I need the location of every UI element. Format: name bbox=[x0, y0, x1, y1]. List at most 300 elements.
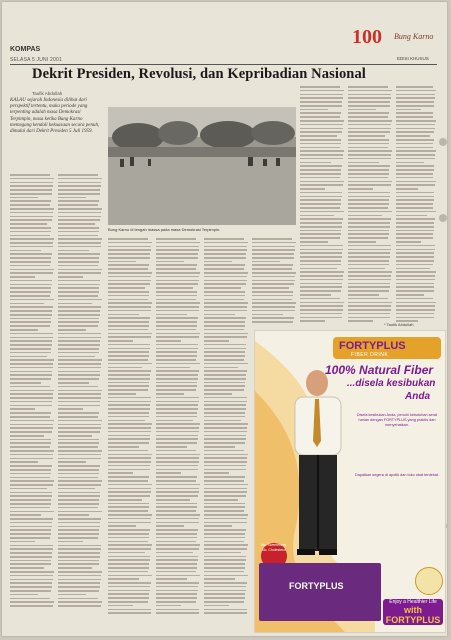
text-line bbox=[396, 184, 435, 186]
text-line bbox=[156, 552, 193, 554]
text-line bbox=[396, 139, 434, 141]
text-line bbox=[396, 222, 434, 224]
text-line bbox=[204, 506, 245, 508]
text-line bbox=[204, 310, 247, 312]
text-line bbox=[10, 363, 53, 365]
text-line bbox=[58, 518, 101, 520]
text-line bbox=[58, 348, 99, 350]
text-line bbox=[108, 605, 133, 607]
brand-logo bbox=[333, 337, 441, 359]
text-line bbox=[348, 320, 373, 322]
text-line bbox=[300, 158, 343, 160]
text-line bbox=[58, 469, 99, 471]
text-line bbox=[156, 597, 197, 599]
text-line bbox=[58, 431, 100, 433]
text-line bbox=[252, 306, 295, 308]
text-line bbox=[156, 351, 197, 353]
text-line bbox=[58, 261, 99, 263]
text-line bbox=[10, 526, 52, 528]
text-line bbox=[108, 571, 148, 573]
text-line bbox=[396, 215, 427, 217]
text-line bbox=[156, 295, 197, 297]
text-line bbox=[108, 408, 150, 410]
text-line bbox=[204, 529, 246, 531]
text-line bbox=[348, 196, 390, 198]
text-line bbox=[204, 593, 245, 595]
text-line bbox=[10, 427, 53, 429]
text-line bbox=[108, 333, 152, 335]
text-line bbox=[396, 147, 433, 149]
text-line bbox=[10, 469, 51, 471]
text-line bbox=[156, 317, 198, 319]
text-line bbox=[300, 196, 342, 198]
text-line bbox=[204, 495, 246, 497]
text-line bbox=[252, 317, 294, 319]
text-line bbox=[156, 491, 199, 493]
text-line bbox=[204, 514, 248, 516]
text-line bbox=[396, 162, 424, 164]
text-line bbox=[204, 295, 245, 297]
text-line bbox=[156, 291, 197, 293]
text-line bbox=[156, 472, 181, 474]
text-line bbox=[10, 435, 44, 437]
text-line bbox=[156, 427, 199, 429]
text-line bbox=[300, 256, 342, 258]
text-line bbox=[10, 582, 52, 584]
text-line bbox=[348, 154, 391, 156]
text-line bbox=[10, 189, 52, 191]
text-line bbox=[108, 506, 149, 508]
text-line bbox=[10, 291, 51, 293]
text-line bbox=[156, 401, 199, 403]
text-line bbox=[58, 416, 98, 418]
text-line bbox=[156, 461, 199, 463]
text-line bbox=[58, 212, 101, 214]
text-line bbox=[348, 94, 391, 96]
text-line bbox=[204, 359, 244, 361]
text-line bbox=[108, 522, 151, 524]
issue-date: SELASA 5 JUNI 2001 bbox=[10, 57, 62, 63]
text-line bbox=[108, 382, 149, 384]
text-line bbox=[58, 272, 101, 274]
text-line bbox=[156, 261, 184, 263]
text-line bbox=[108, 253, 150, 255]
text-line bbox=[108, 378, 150, 380]
text-line bbox=[108, 495, 150, 497]
text-line bbox=[58, 594, 86, 596]
text-line bbox=[348, 173, 389, 175]
text-line bbox=[10, 560, 51, 562]
text-line bbox=[10, 197, 38, 199]
text-line bbox=[204, 465, 246, 467]
text-line bbox=[204, 264, 245, 266]
text-line bbox=[300, 237, 340, 239]
text-line bbox=[204, 450, 244, 452]
text-line bbox=[204, 457, 247, 459]
text-line bbox=[156, 454, 200, 456]
text-line bbox=[348, 124, 391, 126]
text-line bbox=[204, 416, 245, 418]
text-line bbox=[58, 458, 101, 460]
text-line bbox=[300, 143, 341, 145]
text-line bbox=[108, 465, 150, 467]
text-line bbox=[252, 264, 293, 266]
text-line bbox=[300, 203, 341, 205]
article-photo bbox=[108, 107, 296, 225]
text-line bbox=[204, 249, 247, 251]
text-line bbox=[252, 257, 294, 259]
text-line bbox=[108, 351, 149, 353]
text-line bbox=[108, 393, 136, 395]
text-line bbox=[108, 438, 150, 440]
text-line bbox=[108, 446, 139, 448]
text-line bbox=[300, 109, 328, 111]
text-line bbox=[108, 340, 133, 342]
text-line bbox=[348, 298, 388, 300]
text-column bbox=[300, 86, 344, 324]
text-line bbox=[348, 249, 391, 251]
text-line bbox=[300, 131, 342, 133]
text-line bbox=[10, 594, 38, 596]
text-line bbox=[156, 340, 181, 342]
text-line bbox=[58, 374, 100, 376]
text-line bbox=[156, 495, 198, 497]
text-line bbox=[58, 446, 98, 448]
text-line bbox=[204, 522, 247, 524]
text-line bbox=[58, 552, 100, 554]
text-line bbox=[108, 355, 149, 357]
text-line bbox=[108, 264, 149, 266]
text-line bbox=[204, 586, 246, 588]
text-line bbox=[10, 253, 52, 255]
text-line bbox=[10, 545, 53, 547]
text-line bbox=[252, 253, 294, 255]
text-line bbox=[108, 276, 151, 278]
text-line bbox=[58, 397, 101, 399]
text-line bbox=[10, 265, 50, 267]
text-line bbox=[156, 355, 197, 357]
text-line bbox=[204, 408, 246, 410]
text-line bbox=[10, 397, 53, 399]
text-line bbox=[348, 116, 388, 118]
text-line bbox=[108, 435, 150, 437]
text-line bbox=[300, 283, 342, 285]
text-line bbox=[10, 488, 47, 490]
text-line bbox=[108, 268, 148, 270]
text-line bbox=[58, 545, 101, 547]
text-line bbox=[108, 472, 133, 474]
text-line bbox=[204, 238, 244, 240]
text-line bbox=[156, 374, 198, 376]
text-line bbox=[108, 563, 149, 565]
text-line bbox=[58, 344, 100, 346]
text-line bbox=[10, 340, 52, 342]
text-line bbox=[300, 249, 343, 251]
text-line bbox=[108, 552, 145, 554]
text-line bbox=[396, 249, 435, 251]
text-line bbox=[10, 318, 51, 320]
text-line bbox=[156, 578, 187, 580]
text-line bbox=[108, 336, 151, 338]
text-line bbox=[10, 257, 51, 259]
text-line bbox=[10, 484, 53, 486]
text-line bbox=[252, 283, 294, 285]
text-line bbox=[156, 363, 200, 365]
text-line bbox=[204, 397, 247, 399]
text-line bbox=[396, 131, 434, 133]
text-line bbox=[58, 420, 102, 422]
text-line bbox=[156, 344, 198, 346]
text-line bbox=[396, 218, 435, 220]
text-line bbox=[108, 317, 150, 319]
text-line bbox=[10, 386, 50, 388]
text-line bbox=[396, 94, 435, 96]
text-line bbox=[396, 169, 434, 171]
text-line bbox=[300, 305, 343, 307]
text-line bbox=[396, 207, 433, 209]
text-line bbox=[300, 101, 342, 103]
text-line bbox=[10, 272, 53, 274]
text-line bbox=[348, 309, 391, 311]
text-column bbox=[348, 86, 392, 324]
text-line bbox=[252, 249, 295, 251]
text-line bbox=[204, 548, 247, 550]
text-line bbox=[300, 302, 344, 304]
text-line bbox=[204, 287, 241, 289]
text-line bbox=[204, 374, 246, 376]
text-line bbox=[204, 393, 232, 395]
text-line bbox=[58, 590, 99, 592]
text-line bbox=[300, 97, 343, 99]
text-line bbox=[156, 582, 199, 584]
text-line bbox=[204, 253, 246, 255]
text-line bbox=[396, 105, 434, 107]
text-line bbox=[156, 397, 199, 399]
text-line bbox=[10, 439, 51, 441]
text-line bbox=[156, 333, 200, 335]
text-line bbox=[10, 431, 52, 433]
text-line bbox=[10, 518, 53, 520]
text-line bbox=[108, 537, 149, 539]
text-line bbox=[204, 367, 238, 369]
text-line bbox=[348, 313, 390, 315]
ad-headline-1: 100% Natural Fiber bbox=[325, 363, 434, 377]
text-line bbox=[300, 309, 343, 311]
text-line bbox=[396, 313, 434, 315]
text-line bbox=[348, 184, 391, 186]
brand-name: FORTYPLUS bbox=[339, 340, 406, 352]
text-line bbox=[108, 291, 149, 293]
text-line bbox=[10, 250, 41, 252]
text-line bbox=[58, 367, 101, 369]
text-line bbox=[156, 370, 199, 372]
text-line bbox=[396, 256, 434, 258]
text-line bbox=[348, 290, 389, 292]
text-line bbox=[204, 336, 247, 338]
text-line bbox=[156, 306, 199, 308]
text-line bbox=[156, 612, 199, 614]
text-line bbox=[10, 382, 41, 384]
text-line bbox=[396, 192, 434, 194]
text-line bbox=[300, 199, 341, 201]
header-rule bbox=[10, 64, 437, 65]
text-line bbox=[348, 86, 388, 88]
text-line bbox=[108, 601, 148, 603]
text-line bbox=[108, 612, 151, 614]
text-line bbox=[58, 246, 101, 248]
text-line bbox=[58, 200, 99, 202]
text-line bbox=[300, 290, 341, 292]
text-line bbox=[204, 412, 245, 414]
text-line bbox=[58, 276, 83, 278]
text-line bbox=[58, 450, 102, 452]
text-line bbox=[58, 306, 101, 308]
text-line bbox=[58, 529, 99, 531]
text-line bbox=[10, 284, 52, 286]
text-line bbox=[108, 257, 150, 259]
ad-headline-2: ...disela kesibukan bbox=[347, 378, 436, 389]
text-line bbox=[300, 165, 342, 167]
text-line bbox=[156, 264, 197, 266]
text-line bbox=[10, 299, 54, 301]
text-line bbox=[396, 260, 434, 262]
text-line bbox=[348, 275, 391, 277]
ad-footer-line-2: with FORTYPLUS bbox=[385, 605, 441, 625]
text-line bbox=[204, 612, 247, 614]
text-line bbox=[58, 280, 100, 282]
text-column bbox=[58, 174, 102, 609]
text-line bbox=[204, 480, 244, 482]
text-line bbox=[348, 211, 392, 213]
text-line bbox=[300, 264, 341, 266]
text-line bbox=[156, 242, 200, 244]
text-line bbox=[204, 385, 245, 387]
text-line bbox=[300, 116, 340, 118]
text-line bbox=[300, 320, 325, 322]
text-line bbox=[156, 423, 200, 425]
text-line bbox=[252, 314, 283, 316]
text-line bbox=[108, 575, 152, 577]
text-line bbox=[156, 253, 198, 255]
text-line bbox=[348, 230, 389, 232]
text-line bbox=[156, 446, 187, 448]
text-line bbox=[58, 257, 99, 259]
text-column bbox=[204, 238, 248, 616]
text-line bbox=[156, 484, 200, 486]
text-line bbox=[58, 601, 102, 603]
text-line bbox=[58, 465, 100, 467]
text-line bbox=[204, 333, 248, 335]
text-line bbox=[252, 276, 295, 278]
text-line bbox=[58, 359, 102, 361]
text-line bbox=[348, 165, 390, 167]
text-line bbox=[108, 416, 149, 418]
text-line bbox=[58, 541, 83, 543]
text-line bbox=[58, 219, 100, 221]
text-line bbox=[58, 390, 102, 392]
text-line bbox=[252, 302, 296, 304]
text-line bbox=[396, 302, 436, 304]
text-line bbox=[396, 181, 436, 183]
text-line bbox=[58, 598, 98, 600]
text-line bbox=[300, 313, 342, 315]
punch-hole bbox=[439, 214, 447, 222]
text-line bbox=[252, 242, 296, 244]
text-line bbox=[58, 511, 102, 513]
text-line bbox=[204, 476, 245, 478]
text-line bbox=[204, 370, 247, 372]
text-line bbox=[300, 162, 331, 164]
ad-headline-3: Anda bbox=[405, 391, 430, 402]
text-line bbox=[58, 537, 98, 539]
text-line bbox=[58, 284, 100, 286]
text-line bbox=[204, 605, 229, 607]
text-line bbox=[156, 299, 196, 301]
text-line bbox=[156, 246, 199, 248]
text-line bbox=[156, 367, 190, 369]
text-line bbox=[108, 484, 152, 486]
text-line bbox=[156, 548, 199, 550]
text-line bbox=[300, 139, 341, 141]
text-line bbox=[300, 271, 344, 273]
text-line bbox=[300, 135, 337, 137]
ad-footer-banner bbox=[383, 599, 443, 625]
text-line bbox=[58, 329, 86, 331]
text-line bbox=[58, 454, 101, 456]
text-line bbox=[204, 601, 244, 603]
text-line bbox=[156, 514, 200, 516]
text-line bbox=[156, 321, 197, 323]
text-line bbox=[58, 522, 100, 524]
text-line bbox=[58, 435, 92, 437]
text-line bbox=[396, 226, 434, 228]
text-line bbox=[58, 303, 92, 305]
text-line bbox=[58, 193, 100, 195]
text-line bbox=[204, 257, 246, 259]
text-line bbox=[58, 439, 99, 441]
text-line bbox=[108, 567, 149, 569]
text-line bbox=[58, 269, 102, 271]
text-line bbox=[156, 382, 197, 384]
text-line bbox=[10, 541, 35, 543]
text-line bbox=[204, 472, 229, 474]
text-line bbox=[156, 416, 197, 418]
text-line bbox=[396, 290, 434, 292]
text-line bbox=[58, 548, 101, 550]
text-line bbox=[204, 442, 245, 444]
text-line bbox=[204, 382, 245, 384]
text-line bbox=[204, 276, 247, 278]
text-column bbox=[10, 174, 54, 609]
text-line bbox=[108, 306, 151, 308]
text-line bbox=[10, 359, 54, 361]
text-line bbox=[396, 173, 433, 175]
text-line bbox=[396, 196, 434, 198]
text-line bbox=[204, 552, 241, 554]
text-line bbox=[300, 173, 341, 175]
text-line bbox=[108, 344, 150, 346]
text-line bbox=[300, 260, 341, 262]
text-line bbox=[58, 378, 99, 380]
text-line bbox=[204, 272, 248, 274]
text-line bbox=[108, 559, 150, 561]
text-line bbox=[10, 537, 50, 539]
text-line bbox=[300, 192, 342, 194]
text-line bbox=[156, 257, 198, 259]
text-line bbox=[156, 518, 199, 520]
text-line bbox=[58, 299, 102, 301]
text-line bbox=[108, 310, 151, 312]
